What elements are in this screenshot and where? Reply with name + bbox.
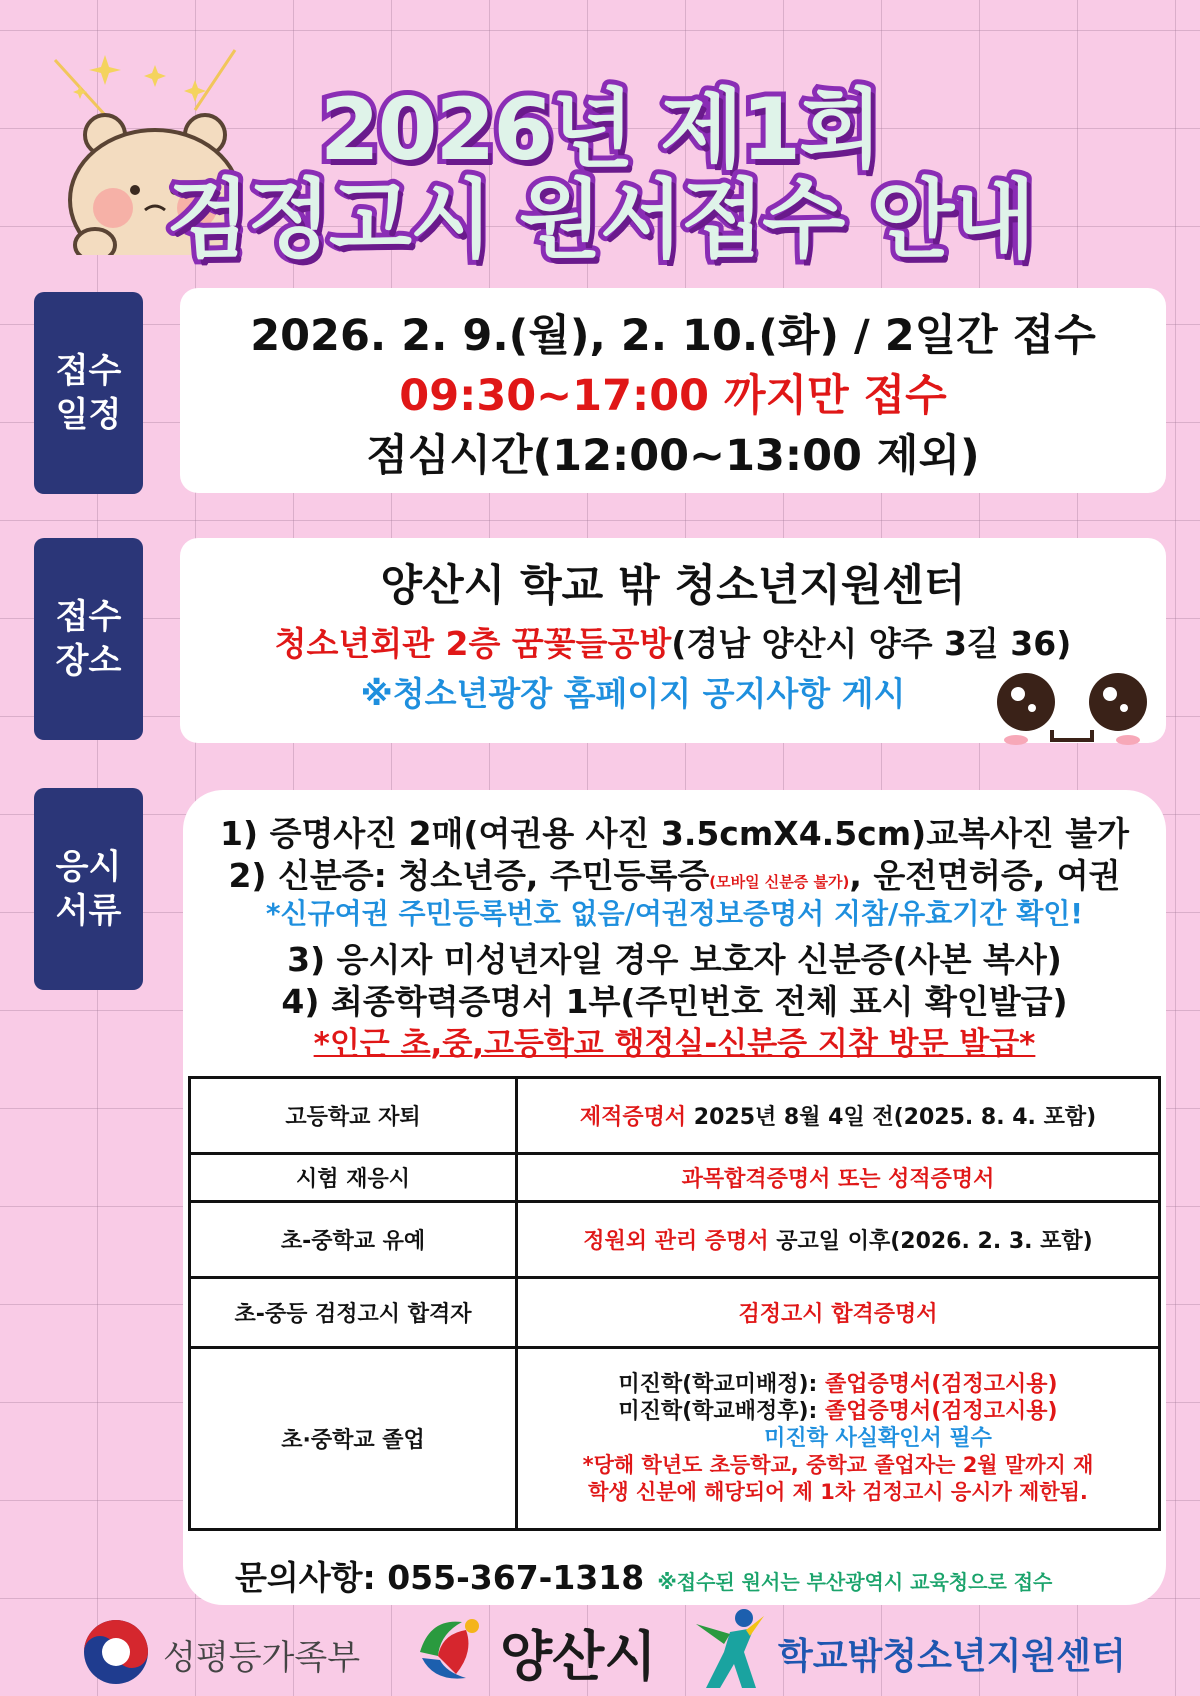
contact-note: ※접수된 원서는 부산광역시 교육청으로 접수 bbox=[657, 1570, 1053, 1594]
schedule-label-line1: 접수 bbox=[55, 351, 122, 391]
table-row bbox=[190, 1278, 1160, 1348]
documents-label bbox=[34, 788, 143, 990]
location-label bbox=[34, 538, 143, 740]
grad-line2-black: 미진학(학교배정후): bbox=[618, 1399, 825, 1424]
grad-note2: 학생 신분에 해당되어 제 1차 검정고시 응시가 제한됨. bbox=[588, 1480, 1088, 1504]
documents-item2-small: (모바일 신분증 불가) bbox=[709, 873, 850, 891]
table-cell-red: 제적증명서 bbox=[579, 1105, 687, 1130]
table-cell-right bbox=[517, 1202, 1160, 1278]
table-cell-left: 초-중등 검정고시 합격자 bbox=[190, 1278, 517, 1348]
table-cell-right bbox=[517, 1278, 1160, 1348]
schedule-dates: 2026. 2. 9.(월), 2. 10.(화) / 2일간 접수 bbox=[250, 311, 1096, 361]
table-cell-red: 과목합격증명서 또는 성적증명서 bbox=[681, 1167, 995, 1192]
table-row bbox=[190, 1348, 1160, 1530]
documents-item2-a: 2) 신분증: 청소년증, 주민등록증 bbox=[228, 856, 710, 895]
documents-item1: 1) 증명사진 2매(여권용 사진 3.5cmX4.5cm)교복사진 불가 bbox=[220, 814, 1129, 853]
table-row bbox=[190, 1078, 1160, 1154]
grad-note1: *당해 학년도 초등학교, 중학교 졸업자는 2월 말까지 재 bbox=[582, 1453, 1094, 1477]
documents-passport-note: *신규여권 주민등록번호 없음/여권정보증명서 지참/유효기간 확인! bbox=[265, 897, 1084, 930]
footer-city: 양산시 bbox=[500, 1625, 657, 1688]
documents-table bbox=[188, 1076, 1161, 1531]
grad-line2-red: 졸업증명서(검정고시용) bbox=[824, 1399, 1058, 1424]
page-title-line1: 2026년 제1회 bbox=[319, 80, 881, 180]
cute-face-icon bbox=[988, 668, 1156, 750]
table-cell-black: 2025년 8월 4일 전(2025. 8. 4. 포함) bbox=[686, 1105, 1097, 1130]
table-cell-grad bbox=[517, 1348, 1160, 1530]
documents-label-line2: 서류 bbox=[55, 891, 122, 931]
location-address-line bbox=[180, 618, 1166, 665]
contact-label: 문의사항: 055-367-1318 bbox=[235, 1558, 645, 1597]
table-cell-red: 검정고시 합격증명서 bbox=[738, 1302, 938, 1327]
youth-center-logo-icon bbox=[690, 1606, 770, 1692]
grad-line2 bbox=[524, 1398, 1152, 1425]
table-cell-left: 초·중학교 졸업 bbox=[190, 1348, 517, 1530]
location-address: (경남 양산시 양주 3길 36) bbox=[671, 624, 1072, 663]
table-cell-black: 공고일 이후(2026. 2. 3. 포함) bbox=[768, 1229, 1093, 1254]
schedule-panel bbox=[180, 288, 1166, 493]
table-cell-right bbox=[517, 1078, 1160, 1154]
table-cell-left: 초-중학교 유예 bbox=[190, 1202, 517, 1278]
yangsan-logo-icon bbox=[410, 1612, 490, 1688]
table-row bbox=[190, 1154, 1160, 1202]
footer-center: 학교밖청소년지원센터 bbox=[778, 1636, 1126, 1677]
documents-item2-b: , 운전면허증, 여권 bbox=[849, 856, 1121, 895]
grad-line1-red: 졸업증명서(검정고시용) bbox=[824, 1372, 1058, 1397]
page-title-line2: 검정고시 원서접수 안내 bbox=[166, 170, 1034, 270]
schedule-lunch: 점심시간(12:00~13:00 제외) bbox=[366, 431, 980, 481]
documents-item4: 4) 최종학력증명서 1부(주민번호 전체 표시 확인발급) bbox=[281, 982, 1068, 1021]
table-cell-red: 정원외 관리 증명서 bbox=[583, 1229, 769, 1254]
grad-line3: 미진학 사실확인서 필수 bbox=[764, 1426, 992, 1451]
table-cell-right bbox=[517, 1154, 1160, 1202]
table-row bbox=[190, 1202, 1160, 1278]
grad-line1-black: 미진학(학교미배정): bbox=[618, 1372, 825, 1397]
schedule-hours: 09:30~17:00 까지만 접수 bbox=[399, 371, 947, 421]
schedule-label bbox=[34, 292, 143, 494]
documents-warning: *인근 초,중,고등학교 행정실-신분증 지참 방문 발급* bbox=[313, 1026, 1036, 1062]
location-label-line2: 장소 bbox=[55, 641, 122, 681]
location-center: 양산시 학교 밖 청소년지원센터 bbox=[380, 561, 966, 611]
taegeuk-logo-icon bbox=[80, 1616, 152, 1688]
footer-ministry: 성평등가족부 bbox=[163, 1638, 361, 1678]
table-cell-left: 고등학교 자퇴 bbox=[190, 1078, 517, 1154]
table-cell-left: 시험 재응시 bbox=[190, 1154, 517, 1202]
location-label-line1: 접수 bbox=[55, 597, 122, 637]
location-notice: ※청소년광장 홈페이지 공지사항 게시 bbox=[360, 674, 906, 713]
documents-item2 bbox=[183, 850, 1166, 897]
grad-line1 bbox=[524, 1371, 1152, 1398]
schedule-label-line2: 일정 bbox=[55, 395, 122, 435]
contact-line bbox=[235, 1552, 1052, 1599]
location-room: 청소년회관 2층 꿈꽃들공방 bbox=[274, 624, 672, 663]
documents-label-line1: 응시 bbox=[55, 847, 122, 887]
documents-item3: 3) 응시자 미성년자일 경우 보호자 신분증(사본 복사) bbox=[287, 940, 1062, 979]
